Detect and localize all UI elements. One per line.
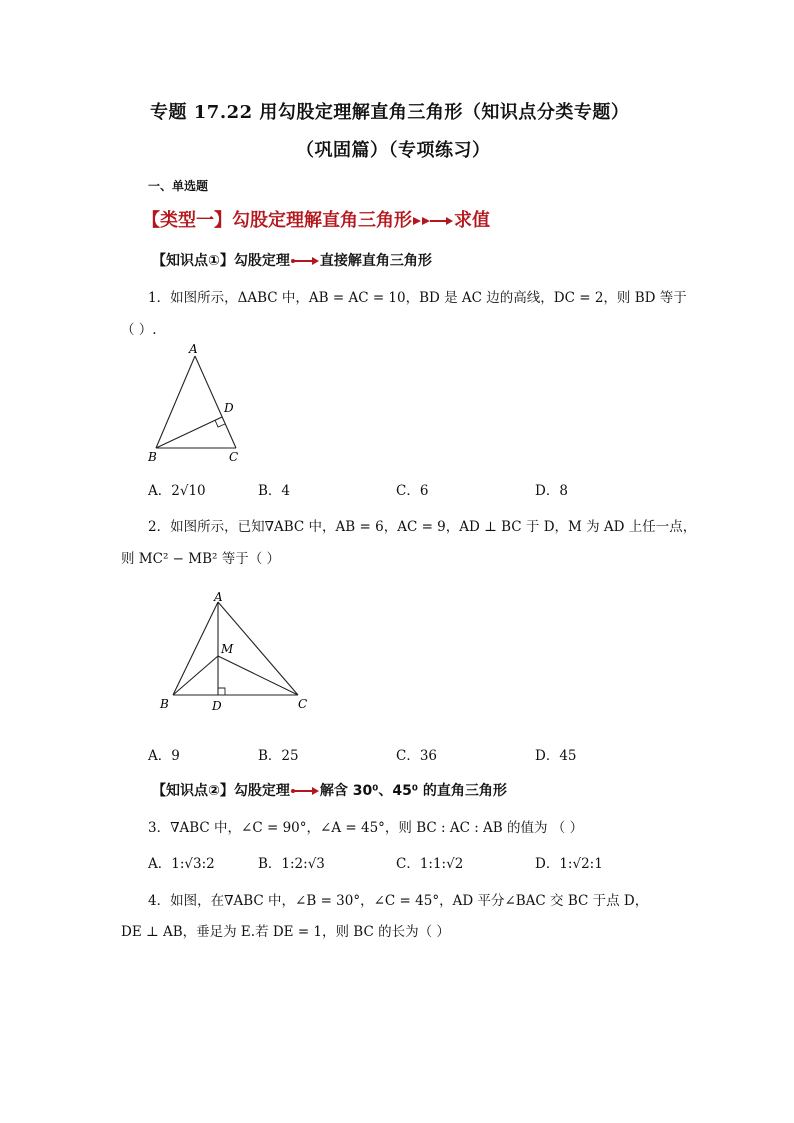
q1-stem-line2: （ ）. [121,322,157,338]
q1-label-a: A [189,342,198,356]
q2-option-c[interactable]: C．36 [396,748,438,764]
section-heading: 一、单选题 [148,179,209,193]
q2-label-b: B [160,697,169,711]
q1-option-c[interactable]: C．6 [396,483,429,499]
double-arrow-icon [412,214,454,228]
doc-title-line1: 专题 17.22 用勾股定理解直角三角形（知识点分类专题） [150,102,630,123]
q3-option-a[interactable]: A．1:√3:2 [148,856,215,872]
kp1-prefix: 【知识点①】勾股定理 [152,253,290,269]
q1-label-b: B [148,450,157,464]
q1-option-d[interactable]: D．8 [535,483,568,499]
q1-altitude-bd [156,417,222,448]
q4-stem-line2: DE ⊥ AB，垂足为 E.若 DE = 1，则 BC 的长为（ ） [121,924,450,940]
kp1-heading [152,250,432,270]
arrow-icon [290,256,320,266]
q1-option-b[interactable]: B．4 [258,483,291,499]
q2-label-c: C [298,697,308,711]
q2-option-d[interactable]: D．45 [535,748,577,764]
kp2-prefix: 【知识点②】勾股定理 [152,783,290,799]
arrow-icon [290,786,320,796]
q2-figure [155,588,320,716]
q1-label-c: C [229,450,239,464]
q4-stem-line1: 4．如图，在∇ABC 中，∠B = 30°，∠C = 45°，AD 平分∠BAC 交 BC 于点 D， [148,893,649,909]
type-heading [142,206,490,232]
kp1-suffix: 直接解直角三角形 [319,253,432,269]
q2-option-a[interactable]: A．9 [148,748,180,764]
q3-option-b[interactable]: B．1:2:√3 [258,856,325,872]
q2-option-b[interactable]: B．25 [258,748,299,764]
q1-option-a[interactable]: A．2√10 [148,483,206,499]
doc-title-line2: （巩固篇）（专项练习） [296,140,491,161]
q2-stem-line1: 2．如图所示，已知∇ABC 中，AB = 6，AC = 9，AD ⊥ BC 于 D，M 为 AD 上任一点， [148,519,697,535]
q3-option-c[interactable]: C．1:1:√2 [396,856,464,872]
q1-label-d: D [224,401,234,415]
q2-stem-line2: 则 MC² − MB² 等于（ ） [121,551,280,567]
q1-stem-line1: 1．如图所示，ΔABC 中，AB = AC = 10，BD 是 AC 边的高线，DC = 2，则 BD 等于 [148,290,687,306]
q3-stem: 3．∇ABC 中，∠C = 90°，∠A = 45°，则 BC : AC : AB 的值为 （ ） [148,820,584,836]
kp2-heading [152,780,507,800]
type-heading-suffix: 求值 [454,210,490,231]
type-heading-prefix: 【类型一】勾股定理解直角三角形 [142,210,412,231]
q2-right-angle-mark [218,688,225,695]
q2-segment-mc [218,656,298,695]
q3-option-d[interactable]: D．1:√2:1 [535,856,603,872]
q2-label-a: A [214,590,223,604]
q2-segment-mb [173,656,218,695]
kp2-suffix: 解含 30⁰、45⁰ 的直角三角形 [319,783,507,799]
q2-label-d: D [212,699,222,713]
q1-figure [140,340,250,466]
q1-side-ab [156,356,195,448]
q2-side-ab [173,602,218,695]
q2-label-m: M [221,642,234,656]
